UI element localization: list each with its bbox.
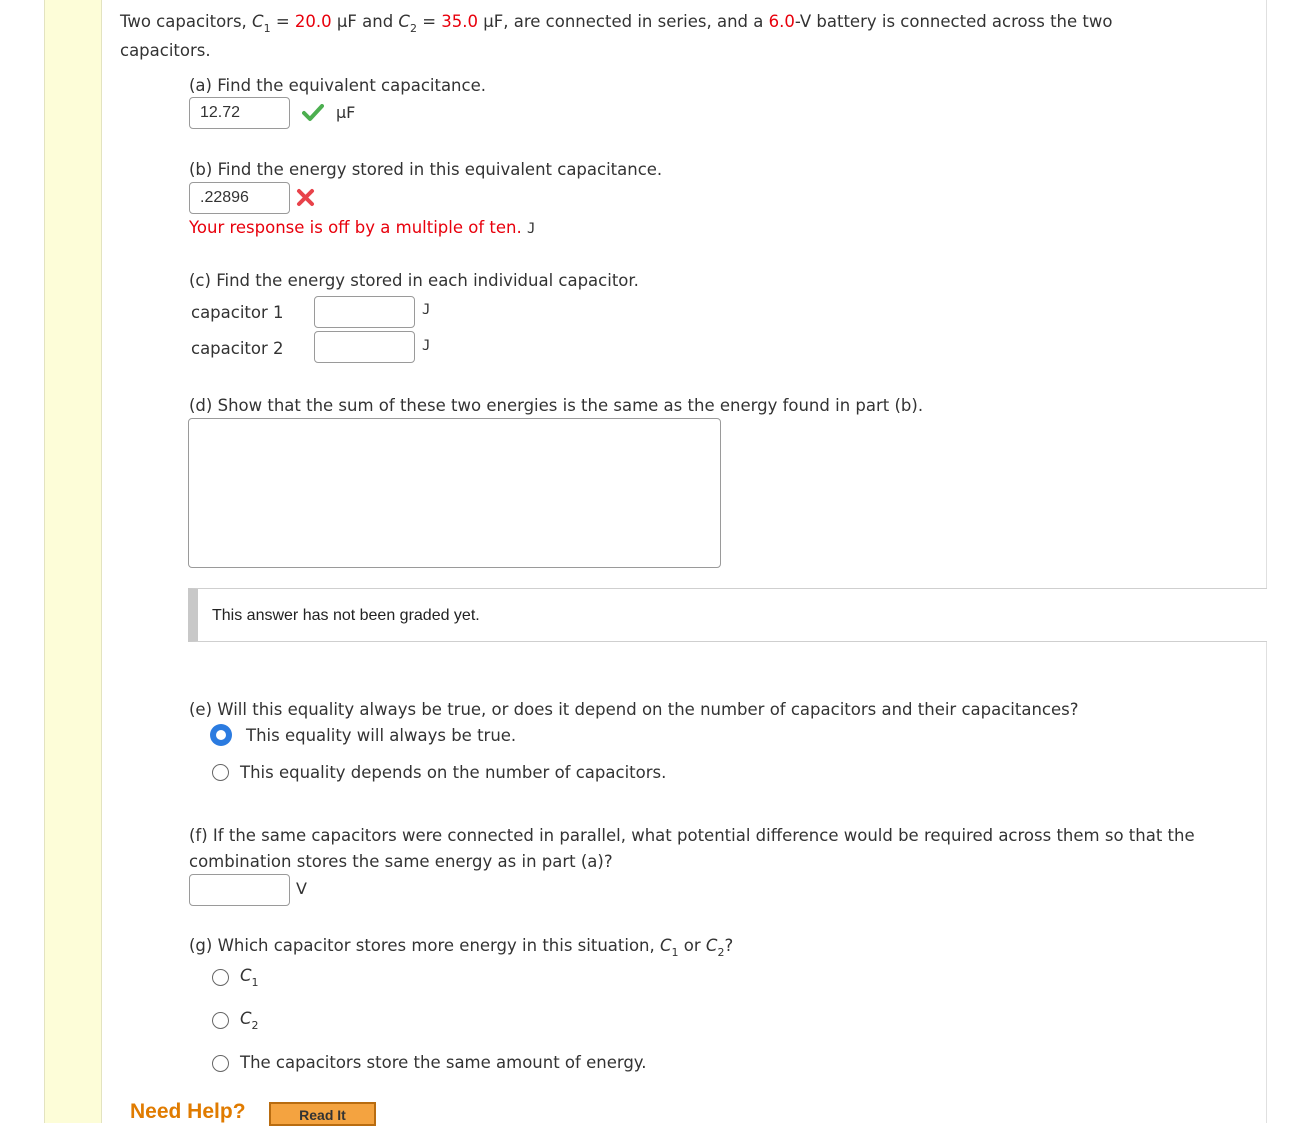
part-a-unit: µF (336, 103, 356, 122)
part-f-answer-input[interactable] (189, 874, 290, 906)
part-a-answer-input[interactable]: 12.72 (189, 97, 290, 129)
part-a-question: (a) Find the equivalent capacitance. (189, 76, 486, 95)
right-border (1266, 0, 1267, 1123)
part-g-option-same-label: The capacitors store the same amount of energy. (240, 1053, 647, 1072)
capacitor-1-label: capacitor 1 (191, 303, 284, 322)
part-e-option-1-radio[interactable] (210, 724, 232, 746)
part-g-option-c2-radio[interactable] (212, 1012, 229, 1029)
part-g-option-same-radio[interactable] (212, 1055, 229, 1072)
part-f-question-line2: combination stores the same energy as in part (a)? (189, 852, 613, 871)
grading-status-text: This answer has not been graded yet. (212, 607, 480, 624)
part-e-question: (e) Will this equality always be true, or does it depend on the number of capacitors and their capacitances? (189, 700, 1079, 719)
capacitor-1-energy-input[interactable] (314, 296, 415, 328)
incorrect-x-icon (296, 188, 315, 207)
problem-statement-line1: Two capacitors, $C_1 = 20.0$ µF and $C_2 = 35.0$ µF, are connected in series, and a 6.0-V battery is connected across the two (120, 12, 1113, 35)
part-g-option-c1-radio[interactable] (212, 969, 229, 986)
grading-status-box (188, 588, 1267, 642)
c1-value: 20.0 (294, 12, 332, 31)
part-b-answer-input[interactable]: .22896 (189, 182, 290, 214)
part-g-option-c1-label: $C_1$ (240, 966, 259, 989)
part-e-option-1-label: This equality will always be true. (246, 726, 517, 745)
part-d-answer-textarea[interactable] (188, 418, 721, 568)
part-g-option-c2-label: $C_2$ (240, 1009, 259, 1032)
part-b-question: (b) Find the energy stored in this equivalent capacitance. (189, 160, 663, 179)
voltage-value: 6.0 (768, 12, 795, 31)
problem-statement-line2: capacitors. (120, 41, 211, 60)
part-g-question: (g) Which capacitor stores more energy in this situation, $C_1$ or $C_2$? (189, 936, 734, 959)
part-b-feedback: Your response is off by a multiple of ten. J (189, 218, 536, 237)
read-it-button[interactable]: Read It (269, 1102, 376, 1126)
correct-check-icon (302, 104, 324, 122)
left-gutter (44, 0, 102, 1123)
capacitor-2-label: capacitor 2 (191, 339, 284, 358)
c2-value: 35.0 (441, 12, 479, 31)
capacitor-2-unit: J (422, 338, 431, 354)
part-f-question-line1: (f) If the same capacitors were connected in parallel, what potential difference would be required across them so that the (189, 826, 1195, 845)
capacitor-2-energy-input[interactable] (314, 331, 415, 363)
part-d-question: (d) Show that the sum of these two energies is the same as the energy found in part (b). (189, 396, 924, 415)
part-c-question: (c) Find the energy stored in each individual capacitor. (189, 271, 639, 290)
part-e-option-2-radio[interactable] (212, 764, 229, 781)
need-help-label: Need Help? (130, 1100, 246, 1123)
part-e-option-2-label: This equality depends on the number of capacitors. (240, 763, 667, 782)
part-f-unit: V (296, 879, 307, 898)
capacitor-1-unit: J (422, 302, 431, 318)
